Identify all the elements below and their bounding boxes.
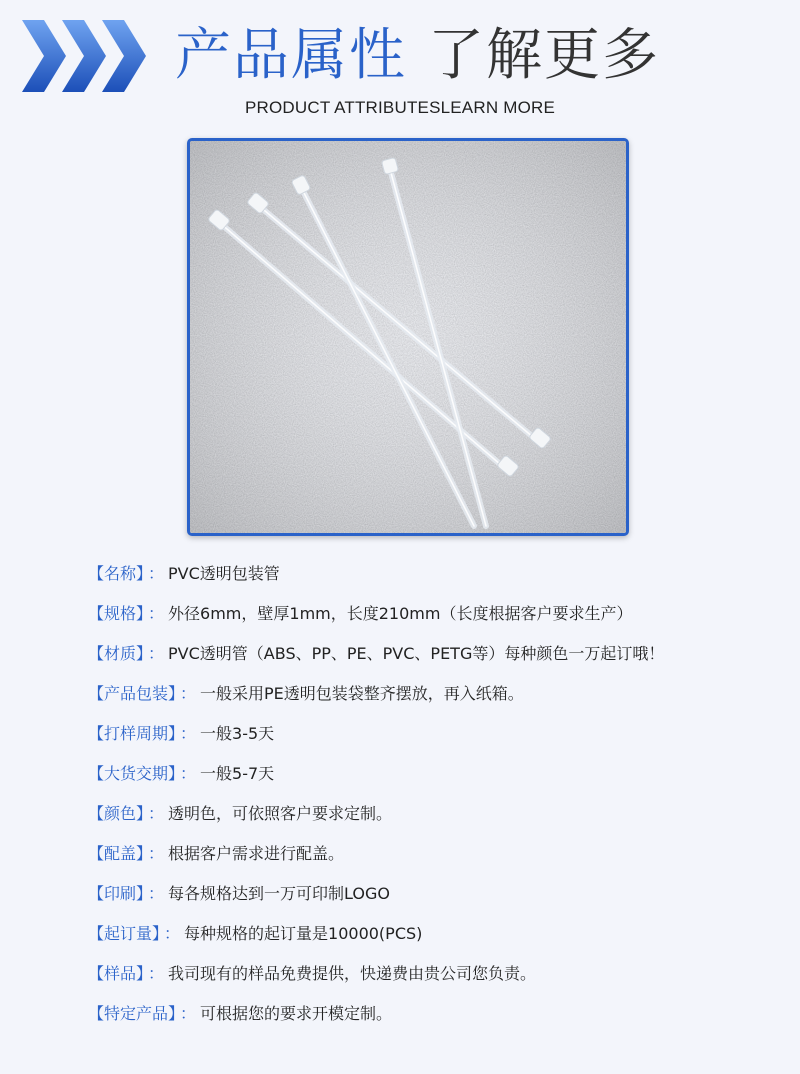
attribute-label: 【印刷】 xyxy=(88,884,145,903)
attribute-label: 【大货交期】 xyxy=(88,764,177,783)
attribute-value: 外径6mm，壁厚1mm，长度210mm（长度根据客户要求生产） xyxy=(168,604,633,623)
attribute-label: 【配盖】 xyxy=(88,844,145,863)
attribute-separator: ： xyxy=(164,924,181,943)
attribute-separator: ： xyxy=(148,884,165,903)
attribute-label: 【特定产品】 xyxy=(88,1004,177,1023)
attribute-separator: ： xyxy=(148,604,165,623)
attribute-row-custom-product xyxy=(88,1001,788,1041)
attribute-row-cap xyxy=(88,841,788,881)
attribute-separator: ： xyxy=(180,724,197,743)
attribute-label: 【颜色】 xyxy=(88,804,145,823)
attribute-separator: ： xyxy=(148,964,165,983)
attribute-value: 一般3-5天 xyxy=(200,724,275,743)
attribute-label: 【材质】 xyxy=(88,644,145,663)
attribute-row-spec xyxy=(88,601,788,641)
attribute-value: 一般5-7天 xyxy=(200,764,275,783)
chevron-right-icon xyxy=(22,20,152,92)
attribute-label: 【规格】 xyxy=(88,604,145,623)
attribute-separator: ： xyxy=(180,1004,197,1023)
attribute-separator: ： xyxy=(180,684,197,703)
page-title: 产品属性 xyxy=(175,23,407,88)
attribute-separator: ： xyxy=(148,844,165,863)
attribute-value: PVC透明包装管 xyxy=(168,564,280,583)
attribute-row-lead-time xyxy=(88,761,788,801)
product-photo xyxy=(187,138,629,536)
attribute-value: 我司现有的样品免费提供，快递费由贵公司您负责。 xyxy=(168,964,537,983)
attribute-row-color xyxy=(88,801,788,841)
attribute-value: 一般采用PE透明包装袋整齐摆放，再入纸箱。 xyxy=(200,684,524,703)
clear-pvc-tubes-photo xyxy=(190,141,626,533)
attribute-label: 【打样周期】 xyxy=(88,724,177,743)
attribute-row-material xyxy=(88,641,788,681)
attribute-row-samples xyxy=(88,961,788,1001)
attribute-row-printing xyxy=(88,881,788,921)
attribute-row-moq xyxy=(88,921,788,961)
learn-more-title: 了解更多 xyxy=(428,23,660,88)
attribute-value: 每各规格达到一万可印制LOGO xyxy=(168,884,390,903)
page-header xyxy=(0,0,800,130)
attribute-separator: ： xyxy=(148,564,165,583)
attribute-row-sample-period xyxy=(88,721,788,761)
attribute-separator: ： xyxy=(180,764,197,783)
attribute-row-name xyxy=(88,561,788,601)
attribute-value: 可根据您的要求开模定制。 xyxy=(200,1004,393,1023)
attribute-label: 【样品】 xyxy=(88,964,145,983)
attribute-value: 透明色，可依照客户要求定制。 xyxy=(168,804,393,823)
attribute-separator: ： xyxy=(148,644,165,663)
attribute-label: 【名称】 xyxy=(88,564,145,583)
attribute-separator: ： xyxy=(148,804,165,823)
attribute-value: 每种规格的起订量是10000(PCS) xyxy=(184,924,423,943)
attribute-label: 【起订量】 xyxy=(88,924,161,943)
attribute-label: 【产品包装】 xyxy=(88,684,177,703)
attribute-list xyxy=(88,561,788,1041)
attribute-value: PVC透明管（ABS、PP、PE、PVC、PETG等）每种颜色一万起订哦！ xyxy=(168,644,665,663)
attribute-value: 根据客户需求进行配盖。 xyxy=(168,844,345,863)
attribute-row-packaging xyxy=(88,681,788,721)
page-subtitle: PRODUCT ATTRIBUTESLEARN MORE xyxy=(244,98,556,117)
